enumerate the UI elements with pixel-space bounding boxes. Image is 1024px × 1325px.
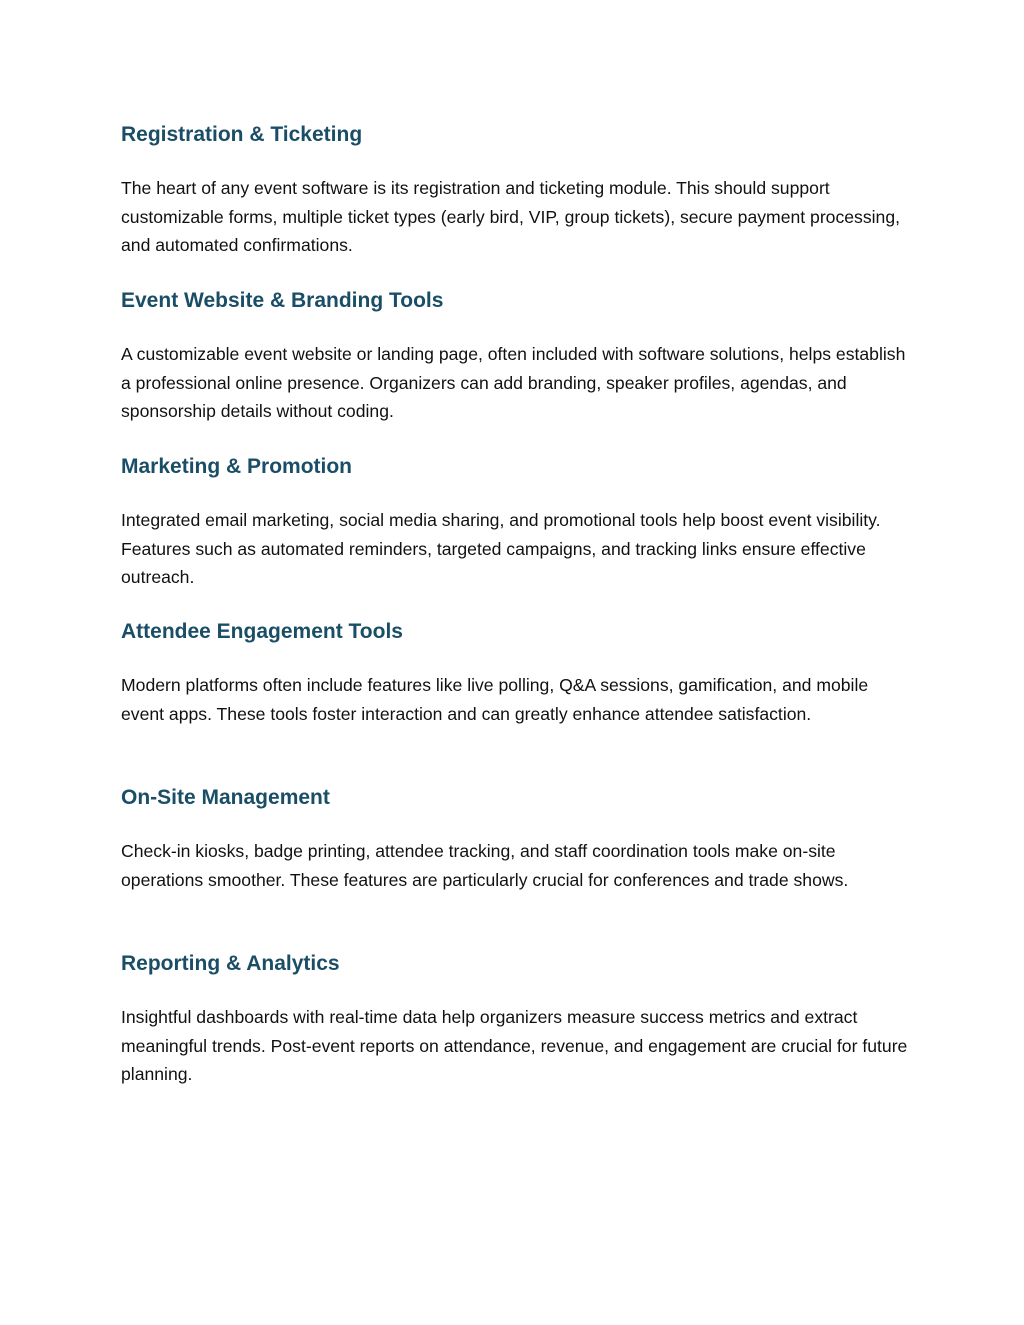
section-body: Integrated email marketing, social media sharing, and promotional tools help boost event visibility. Features such as automated reminders, targeted campaigns, and tracking links ensure effective outreach. — [121, 510, 881, 587]
section-on-site-management — [121, 783, 911, 894]
section-event-website-branding — [121, 286, 911, 426]
section-body: Modern platforms often include features like live polling, Q&A sessions, gamification, and mobile event apps. These tools foster interaction and can greatly enhance attendee satisfaction. — [121, 675, 869, 724]
section-heading: Reporting & Analytics — [121, 952, 340, 975]
section-attendee-engagement — [121, 617, 911, 728]
section-heading: Marketing & Promotion — [121, 455, 353, 478]
section-reporting-analytics — [121, 949, 911, 1089]
section-marketing-promotion — [121, 452, 911, 592]
section-registration-ticketing — [121, 120, 911, 260]
section-heading: Attendee Engagement Tools — [121, 620, 403, 643]
section-heading: Registration & Ticketing — [121, 123, 363, 146]
section-heading: Event Website & Branding Tools — [121, 289, 444, 312]
section-body: The heart of any event software is its registration and ticketing module. This should support customizable forms, multiple ticket types (early bird, VIP, group tickets), secure payment processing, and automated confirmations. — [121, 178, 901, 255]
section-heading: On-Site Management — [121, 786, 330, 809]
section-body: A customizable event website or landing page, often included with software solutions, helps establish a professional online presence. Organizers can add branding, speaker profiles, agendas, and sponsorship details without coding. — [121, 344, 906, 421]
section-body: Insightful dashboards with real-time data help organizers measure success metrics and extract meaningful trends. Post-event reports on attendance, revenue, and engagement are crucial for future planning. — [121, 1007, 908, 1084]
section-body: Check-in kiosks, badge printing, attendee tracking, and staff coordination tools make on-site operations smoother. These features are particularly crucial for conferences and trade shows. — [121, 841, 849, 890]
